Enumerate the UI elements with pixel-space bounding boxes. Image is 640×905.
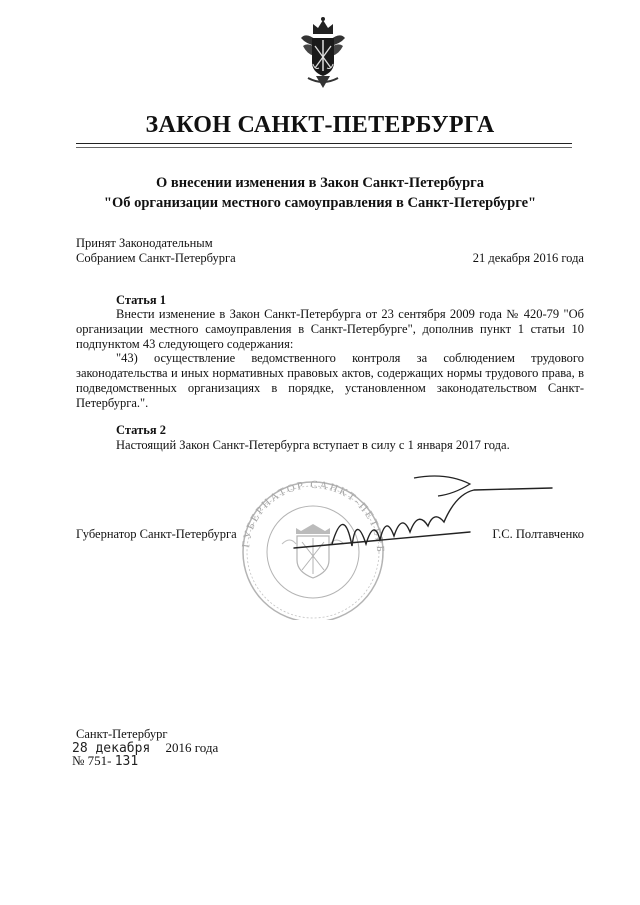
law-number-value: 131 — [114, 754, 139, 769]
adoption-line-1: Принят Законодательным — [76, 236, 213, 250]
adoption-note — [76, 236, 236, 266]
law-number-prefix: № 751- — [72, 753, 112, 768]
governor-title: Губернатор Санкт-Петербурга — [76, 527, 237, 541]
article-2-heading: Статья 2 — [116, 423, 166, 437]
adoption-line-2: Собранием Санкт-Петербурга — [76, 251, 236, 265]
seal-and-signature — [234, 474, 594, 620]
seal-text: ГУБЕРНАТОР САНКТ-ПЕТЕРБ — [240, 478, 387, 554]
law-number — [72, 753, 138, 769]
adoption-date: 21 декабря 2016 года — [472, 251, 584, 265]
coat-of-arms-icon — [298, 16, 348, 90]
signing-date-year: 2016 года — [165, 740, 219, 755]
subtitle-line-2: "Об организации местного самоуправления в Санкт-Петербурге" — [103, 195, 537, 211]
article-1-heading: Статья 1 — [116, 293, 166, 307]
law-subtitle — [0, 173, 640, 213]
title-rule-thin — [76, 147, 572, 148]
document-title: ЗАКОН САНКТ-ПЕТЕРБУРГА — [145, 112, 495, 138]
article-1-paragraph-1: Внести изменение в Закон Санкт-Петербурга от 23 сентября 2009 года № 420-79 "Об организации местного самоуправления в Санкт-Петербурге", дополнив пункт 1 статьи 10 подпунктом 43 следующего содержания: — [76, 307, 584, 351]
governor-name: Г.С. Полтавченко — [492, 527, 584, 541]
subtitle-line-1: О внесении изменения в Закон Санкт-Петербурга — [155, 175, 484, 191]
article-1-paragraph-2: "43) осуществление ведомственного контроля за соблюдением трудового законодательства и иных нормативных правовых актов, содержащих нормы трудового права, в подведомственных организациях в порядке, установленном законодательством Санкт-Петербурга.". — [76, 351, 584, 410]
article-2-body: Настоящий Закон Санкт-Петербурга вступает в силу с 1 января 2017 года. — [116, 438, 510, 452]
article-1-body — [76, 307, 584, 411]
title-rule — [76, 143, 572, 144]
signing-date-day: 28 декабря — [72, 741, 151, 756]
signing-city: Санкт-Петербург — [76, 727, 168, 741]
